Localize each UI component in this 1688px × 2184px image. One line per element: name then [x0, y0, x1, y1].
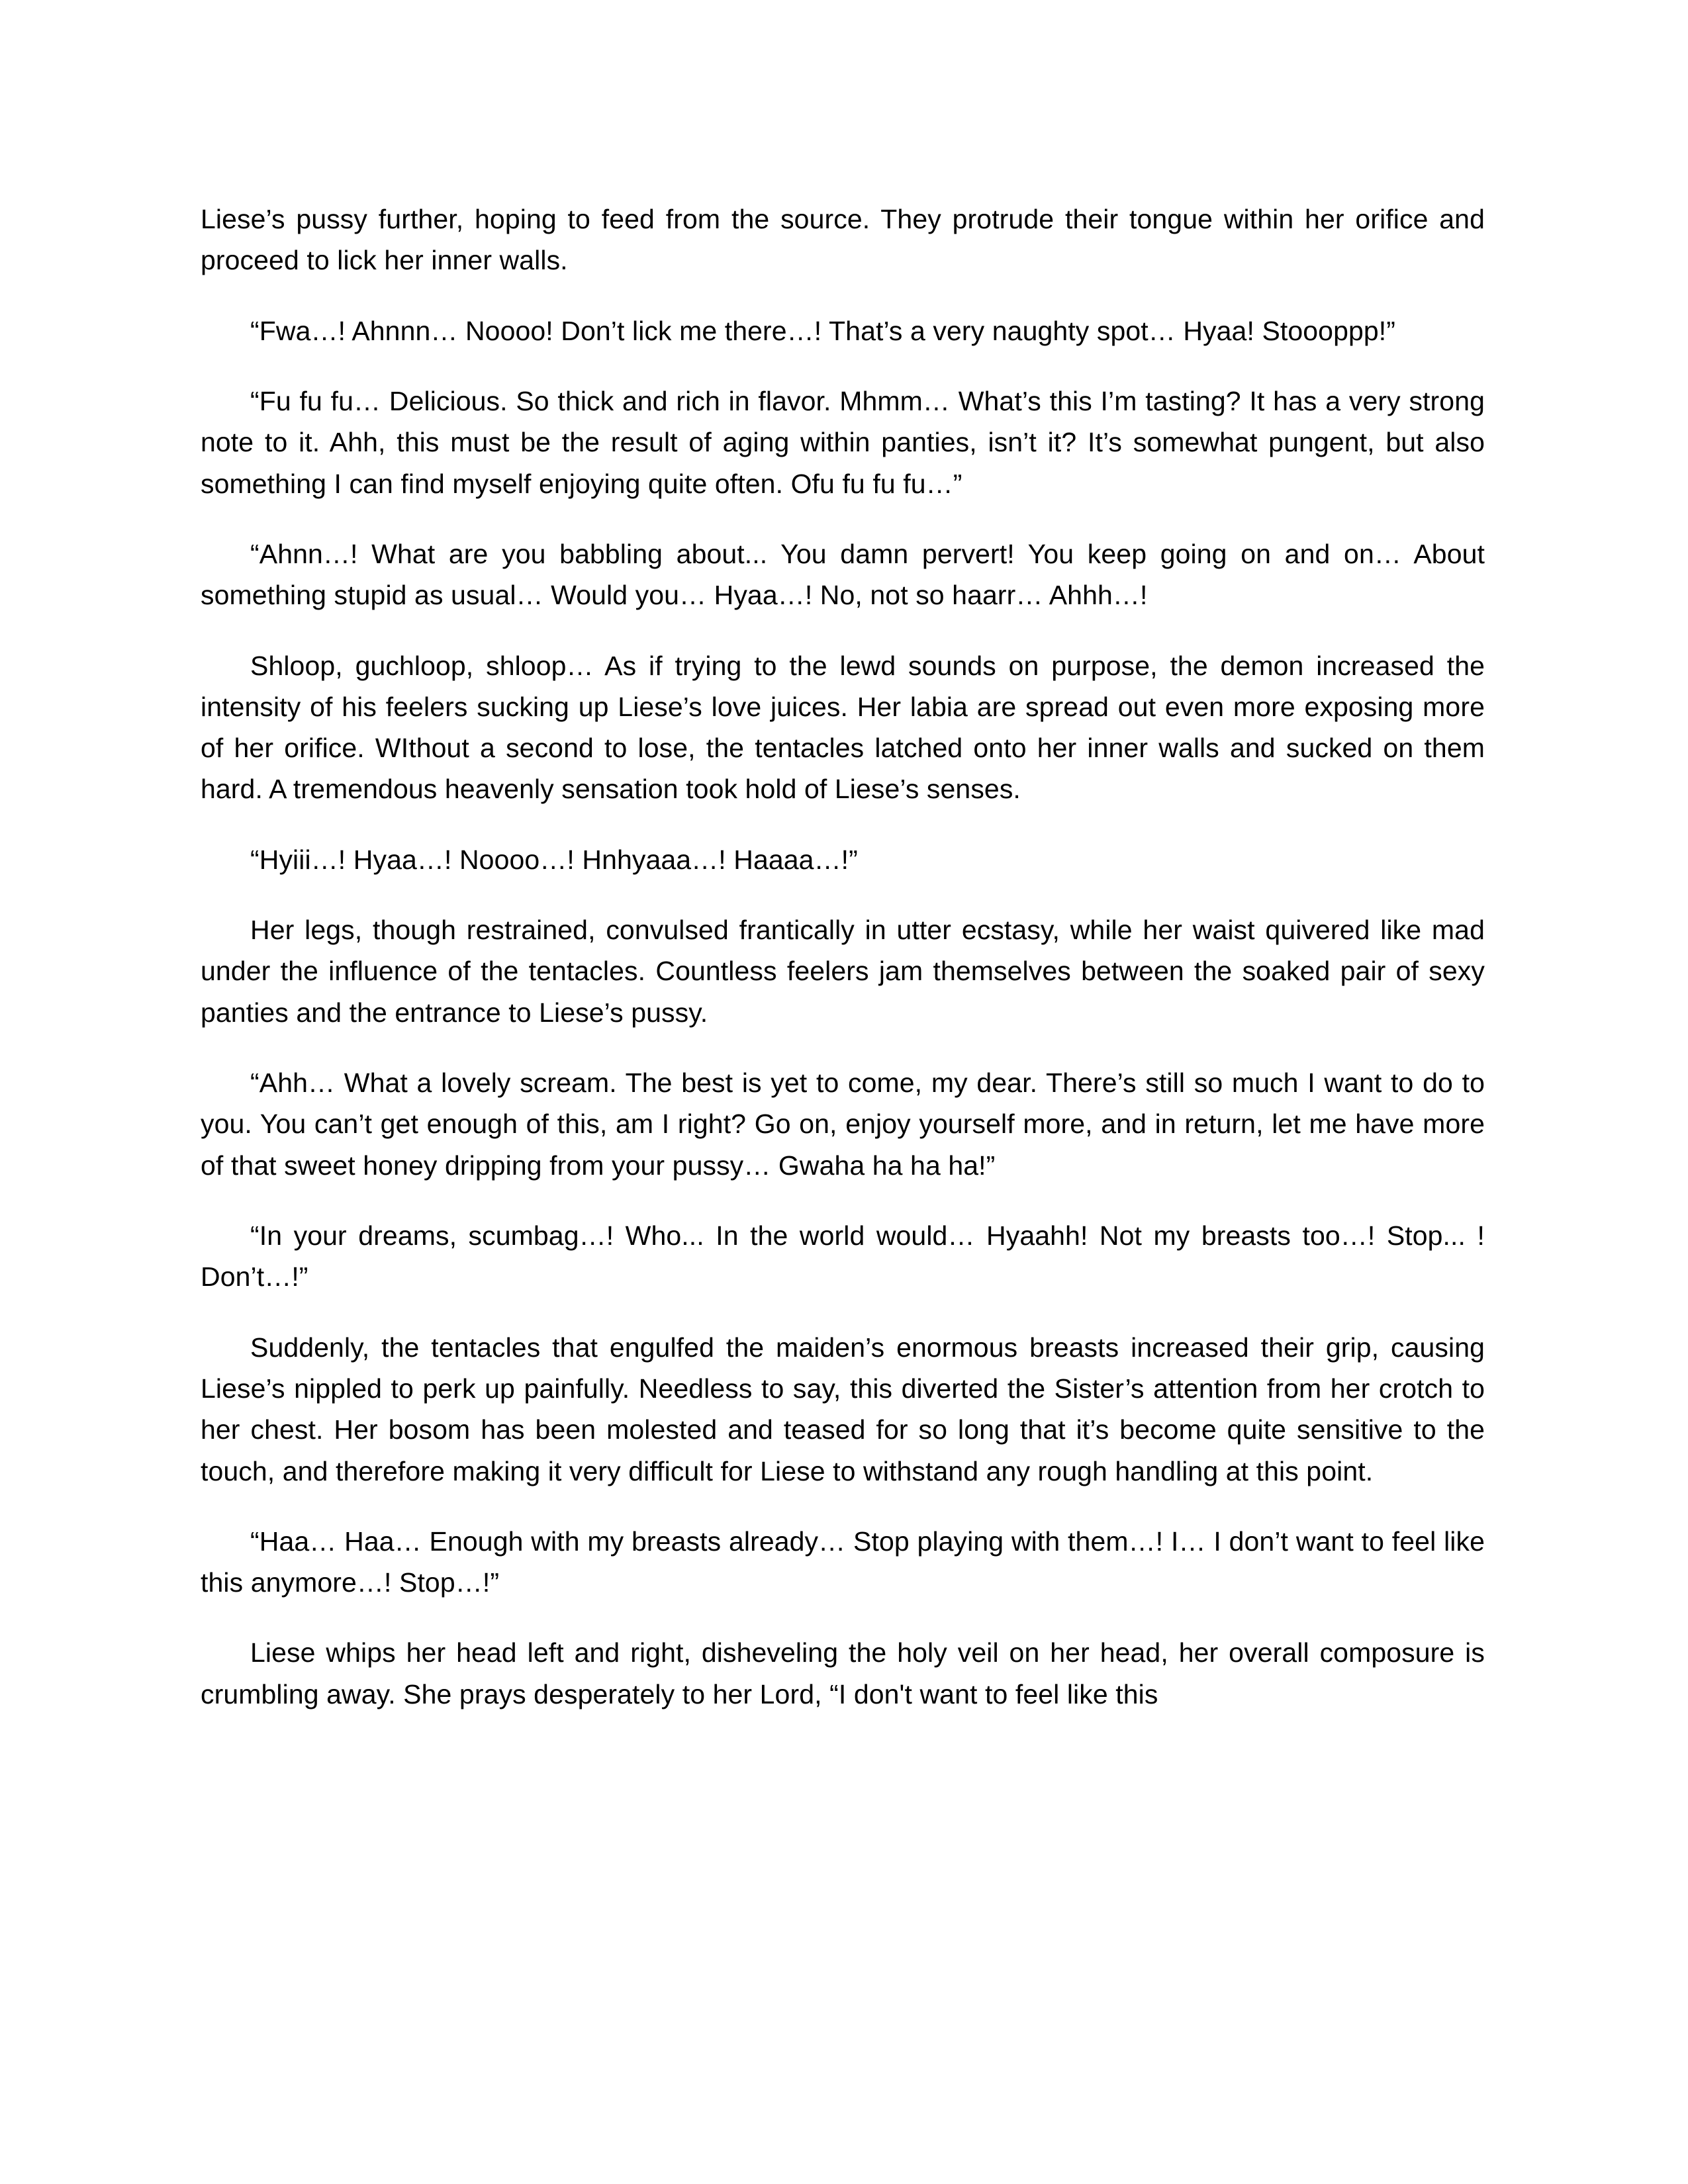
paragraph: Suddenly, the tentacles that engulfed the maiden’s enormous breasts increased their grip, causing Liese’s nippled to perk up painfully. Needless to say, this diverted the Sister’s attention from her crotch to her chest. Her bosom has been molested and teased for so long that it’s become quite sensitive to the touch, and therefore making it very difficult for Liese to withstand any rough handling at this point. — [201, 1332, 1485, 1486]
paragraph: “Haa… Haa… Enough with my breasts already… Stop playing with them…! I… I don’t want to feel like this anymore…! Stop…!” — [201, 1525, 1485, 1598]
paragraph: “Fwa…! Ahnnn… Noooo! Don’t lick me there…! That’s a very naughty spot… Hyaa! Stoooppp!” — [250, 315, 1396, 346]
paragraph: “Hyiii…! Hyaa…! Noooo…! Hnhyaaa…! Haaaa…!” — [250, 844, 858, 875]
paragraph: “In your dreams, scumbag…! Who... In the world would… Hyaahh! Not my breasts too…! Stop... ! Don’t…!” — [201, 1220, 1485, 1293]
paragraph: “Fu fu fu… Delicious. So thick and rich in flavor. Mhmm… What’s this I’m tasting? It has a very strong note to it. Ahh, this must be the result of aging within panties, isn’t it? It’s somewhat pungent, but also something I can find myself enjoying quite often. Ofu fu fu fu…” — [201, 385, 1485, 499]
paragraph: Liese whips her head left and right, disheveling the holy veil on her head, her overall composure is crumbling away. She prays desperately to her Lord, “I don't want to feel like this — [201, 1637, 1485, 1709]
paragraph: “Ahnn…! What are you babbling about... You damn pervert! You keep going on and on… About something stupid as usual… Would you… Hyaa…! No, not so haarr… Ahhh…! — [201, 538, 1485, 611]
paragraph: “Ahh… What a lovely scream. The best is yet to come, my dear. There’s still so much I want to do to you. You can’t get enough of this, am I right? Go on, enjoy yourself more, and in return, let me have more of that sweet honey dripping from your pussy… Gwaha ha ha ha!” — [201, 1068, 1485, 1181]
paragraph: Her legs, though restrained, convulsed frantically in utter ecstasy, while her waist quivered like mad under the influence of the tentacles. Countless feelers jam themselves between the soaked pair of sexy panties and the entrance to Liese’s pussy. — [201, 915, 1485, 1028]
document-body — [201, 199, 1485, 1715]
paragraph: Shloop, guchloop, shloop… As if trying to the lewd sounds on purpose, the demon increased the intensity of his feelers sucking up Liese’s love juices. Her labia are spread out even more exposing more of her orifice. WIthout a second to lose, the tentacles latched onto her inner walls and sucked on them hard. A tremendous heavenly sensation took hold of Liese’s senses. — [201, 650, 1485, 805]
paragraph: Liese’s pussy further, hoping to feed from the source. They protrude their tongue within her orifice and proceed to lick her inner walls. — [201, 204, 1485, 276]
